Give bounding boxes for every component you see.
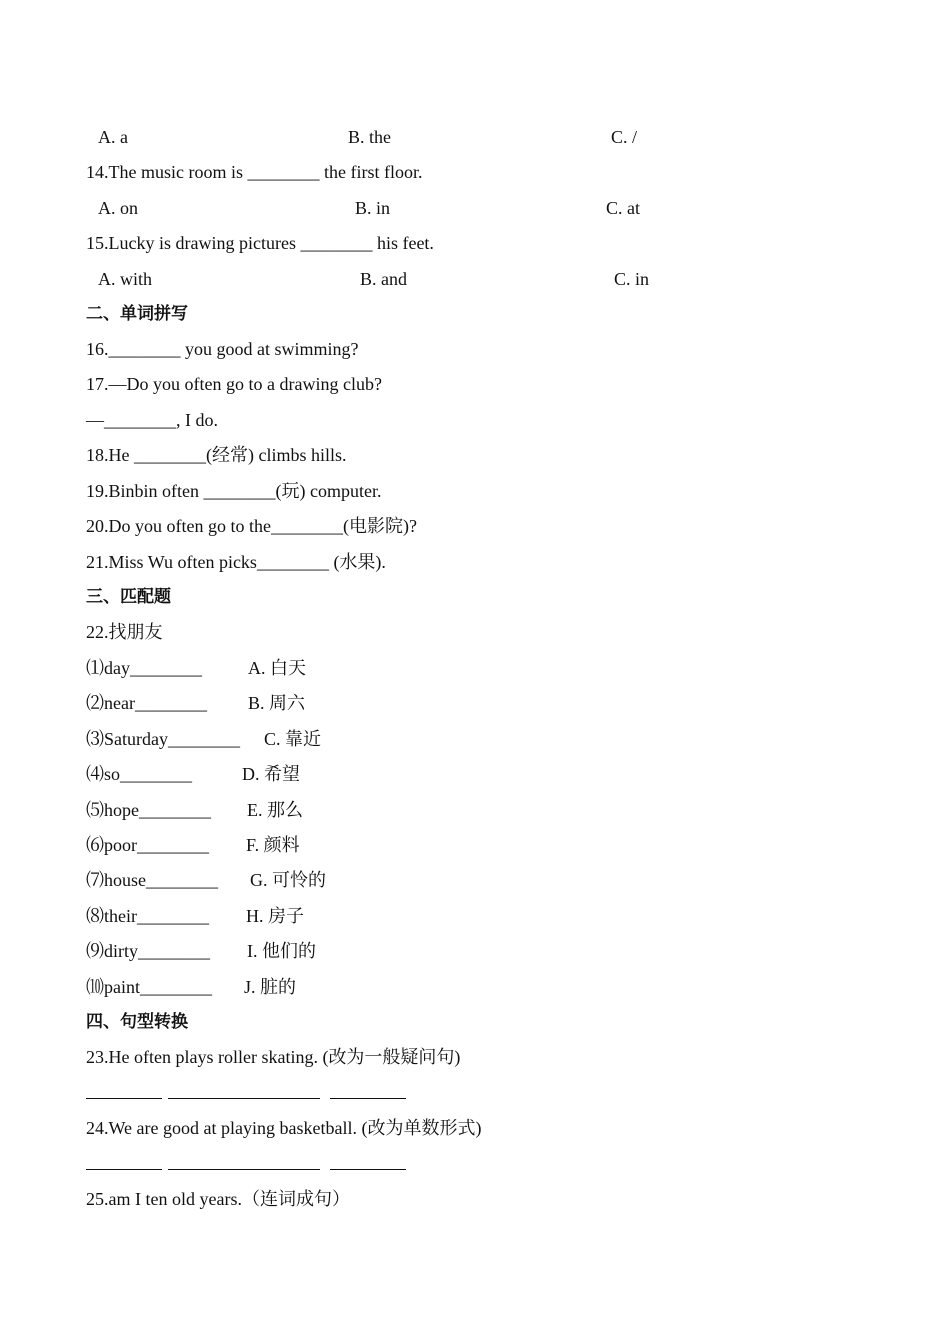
match-word-2: ⑵near________ bbox=[86, 693, 207, 713]
answer-blank[interactable] bbox=[86, 1080, 162, 1099]
q25-text: 25.am I ten old years.（连词成句） bbox=[86, 1189, 350, 1209]
match-word-8: ⑻their________ bbox=[86, 906, 209, 926]
q23-text: 23.He often plays roller skating. (改为一般疑问句) bbox=[86, 1047, 461, 1067]
q15-option-b: B. and bbox=[360, 269, 407, 289]
q14-text: 14.The music room is ________ the first floor. bbox=[86, 162, 423, 182]
q14-option-c: C. at bbox=[606, 198, 640, 218]
match-meaning-7: G. 可怜的 bbox=[250, 870, 326, 890]
match-word-6: ⑹poor________ bbox=[86, 835, 209, 855]
q17-question: 17.—Do you often go to a drawing club? bbox=[86, 374, 382, 394]
match-meaning-1: A. 白天 bbox=[248, 658, 306, 678]
q15-option-a: A. with bbox=[98, 269, 152, 289]
match-meaning-6: F. 颜料 bbox=[246, 835, 300, 855]
match-word-5: ⑸hope________ bbox=[86, 800, 211, 820]
q22-title: 22.找朋友 bbox=[86, 622, 163, 642]
answer-blank[interactable] bbox=[168, 1080, 320, 1099]
q16-text: 16.________ you good at swimming? bbox=[86, 339, 359, 359]
match-word-4: ⑷so________ bbox=[86, 764, 193, 784]
answer-blank[interactable] bbox=[330, 1080, 406, 1099]
match-meaning-10: J. 脏的 bbox=[244, 977, 297, 997]
q15-option-c: C. in bbox=[614, 269, 650, 289]
q13-option-c: C. / bbox=[611, 127, 638, 147]
q21-text: 21.Miss Wu often picks________ (水果). bbox=[86, 552, 386, 572]
q18-text: 18.He ________(经常) climbs hills. bbox=[86, 445, 347, 465]
q17-answer: —________, I do. bbox=[86, 410, 218, 430]
match-word-9: ⑼dirty________ bbox=[86, 941, 210, 961]
match-word-1: ⑴day________ bbox=[86, 658, 202, 678]
q14-option-b: B. in bbox=[355, 198, 391, 218]
match-meaning-8: H. 房子 bbox=[246, 906, 304, 926]
section2-heading: 二、单词拼写 bbox=[86, 304, 188, 324]
match-meaning-5: E. 那么 bbox=[247, 800, 303, 820]
q13-option-b: B. the bbox=[348, 127, 391, 147]
answer-blank[interactable] bbox=[86, 1151, 162, 1170]
answer-blank[interactable] bbox=[330, 1151, 406, 1170]
q13-option-a: A. a bbox=[98, 127, 128, 147]
section4-heading: 四、句型转换 bbox=[86, 1012, 188, 1032]
q19-text: 19.Binbin often ________(玩) computer. bbox=[86, 481, 382, 501]
section3-heading: 三、匹配题 bbox=[86, 587, 171, 607]
q15-text: 15.Lucky is drawing pictures ________ his feet. bbox=[86, 233, 434, 253]
answer-blank[interactable] bbox=[168, 1151, 320, 1170]
q20-text: 20.Do you often go to the________(电影院)? bbox=[86, 516, 417, 536]
q24-text: 24.We are good at playing basketball. (改为单数形式) bbox=[86, 1118, 482, 1138]
q14-option-a: A. on bbox=[98, 198, 138, 218]
match-meaning-4: D. 希望 bbox=[242, 764, 300, 784]
match-word-7: ⑺house________ bbox=[86, 870, 218, 890]
match-word-3: ⑶Saturday________ bbox=[86, 729, 240, 749]
match-meaning-2: B. 周六 bbox=[248, 693, 306, 713]
match-word-10: ⑽paint________ bbox=[86, 977, 212, 997]
match-meaning-9: I. 他们的 bbox=[247, 941, 316, 961]
match-meaning-3: C. 靠近 bbox=[264, 729, 322, 749]
